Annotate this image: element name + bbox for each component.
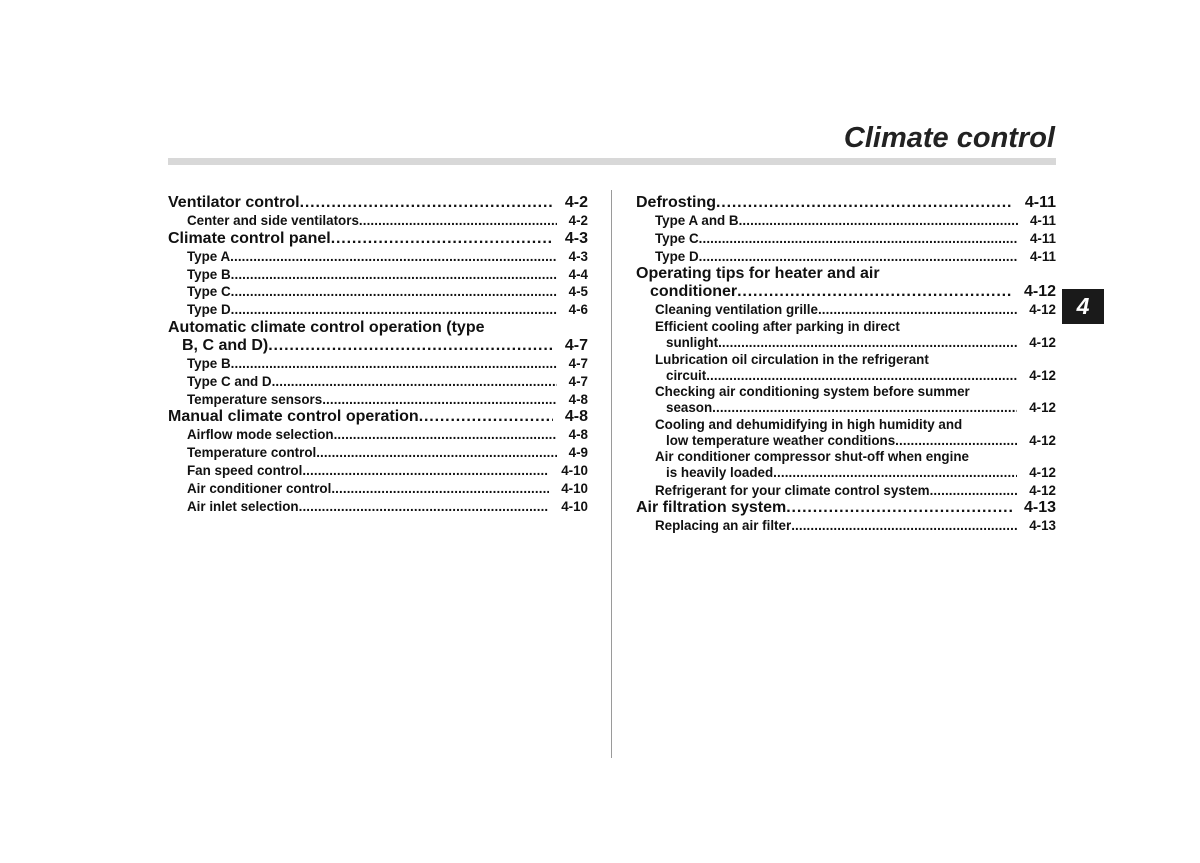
toc-entry-page: 4-12	[1029, 302, 1056, 318]
toc-entry-label-line1: Lubrication oil circulation in the refrigerant	[655, 351, 929, 367]
toc-entry-page: 4-7	[568, 373, 588, 389]
toc-entry-label: Air filtration system	[636, 499, 787, 517]
toc-entry-page: 4-7	[568, 355, 588, 371]
toc-entry-page: 4-12	[1029, 482, 1056, 498]
toc-entry[interactable]	[636, 248, 1056, 266]
toc-entry[interactable]	[636, 517, 1056, 535]
toc-entry-wrapped[interactable]	[636, 352, 1056, 385]
toc-entry[interactable]	[168, 373, 588, 391]
dot-leader	[231, 355, 557, 373]
toc-entry-page: 4-3	[568, 248, 588, 264]
toc-entry-page: 4-2	[564, 194, 588, 211]
toc-entry[interactable]	[168, 230, 588, 248]
dot-leader	[300, 194, 553, 212]
toc-entry-label: low temperature weather conditions	[666, 432, 896, 448]
toc-entry-label: Center and side ventilators	[187, 213, 359, 228]
toc-entry-wrapped[interactable]	[168, 319, 588, 355]
toc-right-column	[636, 194, 1056, 535]
toc-entry-page: 4-3	[564, 229, 588, 247]
dot-leader	[231, 266, 557, 284]
toc-entry-page: 4-9	[568, 445, 588, 461]
toc-entry[interactable]	[636, 400, 1056, 417]
dot-leader	[272, 373, 557, 391]
toc-entry-label: Ventilator control	[168, 194, 300, 211]
toc-entry-page: 4-10	[561, 498, 588, 514]
toc-entry-label: Air inlet selection	[187, 498, 299, 514]
toc-entry-page: 4-8	[564, 408, 588, 426]
dot-leader	[334, 426, 557, 444]
dot-leader	[230, 248, 556, 266]
toc-entry-page: 4-7	[564, 336, 588, 354]
toc-entry-page: 4-6	[568, 302, 588, 318]
toc-entry[interactable]	[636, 465, 1056, 482]
toc-entry-label-line1: Cooling and dehumidifying in high humidity and	[655, 416, 963, 432]
column-divider	[611, 190, 612, 758]
toc-entry[interactable]	[168, 444, 588, 462]
toc-entry-label-line1: Operating tips for heater and air	[636, 265, 880, 283]
toc-entry[interactable]	[168, 266, 588, 284]
toc-entry-label: Cleaning ventilation grille	[655, 302, 818, 318]
toc-entry-wrapped[interactable]	[636, 449, 1056, 482]
dot-leader	[786, 499, 1012, 517]
toc-entry[interactable]	[636, 301, 1056, 319]
toc-entry-label: Temperature control	[187, 445, 317, 461]
dot-leader	[699, 248, 1018, 266]
toc-entry-page: 4-10	[561, 480, 588, 496]
toc-entry[interactable]	[168, 426, 588, 444]
toc-entry[interactable]	[168, 408, 588, 426]
toc-entry[interactable]	[168, 462, 588, 480]
toc-entry-label: Type B	[187, 355, 231, 371]
toc-entry[interactable]	[168, 194, 588, 212]
toc-entry-page: 4-11	[1024, 194, 1056, 211]
toc-entry-label: Replacing an air filter	[655, 518, 792, 534]
dot-leader	[930, 482, 1018, 500]
toc-entry-label-line1: Efficient cooling after parking in direct	[655, 319, 900, 335]
toc-entry[interactable]	[636, 212, 1056, 230]
dot-leader	[299, 498, 550, 516]
toc-entry-page: 4-12	[1029, 335, 1056, 351]
title-rule	[168, 158, 1056, 165]
dot-leader	[322, 391, 556, 409]
toc-entry-label: Manual climate control operation	[168, 408, 419, 426]
toc-entry[interactable]	[636, 230, 1056, 248]
dot-leader	[737, 283, 1012, 301]
toc-entry-label: Type D	[655, 248, 699, 264]
chapter-tab[interactable]: 4	[1062, 289, 1104, 324]
toc-entry[interactable]	[168, 337, 588, 355]
toc-entry-label: Climate control panel	[168, 229, 331, 247]
dot-leader	[773, 465, 1017, 482]
toc-entry-label: sunlight	[666, 335, 719, 351]
toc-entry-page: 4-12	[1029, 400, 1056, 416]
dot-leader	[331, 480, 549, 498]
dot-leader	[712, 400, 1017, 417]
toc-left-column	[168, 194, 588, 515]
toc-entry-page: 4-11	[1029, 248, 1056, 264]
toc-entry-page: 4-12	[1029, 432, 1056, 448]
toc-entry-label: Fan speed control	[187, 462, 303, 478]
dot-leader	[302, 462, 549, 480]
toc-entry[interactable]	[636, 482, 1056, 500]
toc-entry-wrapped[interactable]	[636, 417, 1056, 450]
toc-entry[interactable]	[636, 433, 1056, 450]
toc-entry-label: Air conditioner control	[187, 480, 332, 496]
toc-entry[interactable]	[168, 391, 588, 409]
toc-entry-page: 4-12	[1029, 465, 1056, 481]
toc-entry-page: 4-10	[561, 462, 588, 478]
toc-entry-label: Temperature sensors	[187, 391, 323, 407]
toc-entry-page: 4-12	[1029, 367, 1056, 383]
toc-entry-label: Type B	[187, 266, 231, 282]
dot-leader	[268, 337, 553, 355]
dot-leader	[699, 230, 1018, 248]
toc-entry-page: 4-2	[568, 213, 588, 228]
toc-entry-page: 4-12	[1023, 283, 1056, 301]
toc-entry-label: Type D	[187, 302, 231, 318]
toc-entry[interactable]	[168, 498, 588, 516]
toc-entry-label: Type A	[187, 248, 231, 264]
dot-leader	[791, 517, 1017, 535]
toc-entry[interactable]	[168, 212, 588, 230]
toc-entry-label: Defrosting	[636, 194, 716, 211]
toc-entry[interactable]	[168, 355, 588, 373]
toc-entry-page: 4-13	[1029, 518, 1056, 534]
toc-entry-label: circuit	[666, 367, 707, 383]
dot-leader	[231, 301, 557, 319]
dot-leader	[818, 301, 1017, 319]
toc-entry-label-line1: Checking air conditioning system before summer	[655, 384, 970, 400]
toc-entry-label: Type A and B	[655, 213, 739, 228]
toc-entry-wrapped[interactable]	[636, 384, 1056, 417]
toc-entry-page: 4-4	[568, 266, 588, 282]
dot-leader	[231, 283, 557, 301]
toc-entry-label: season	[666, 400, 713, 416]
toc-entry[interactable]	[168, 480, 588, 498]
dot-leader	[739, 212, 1018, 230]
toc-entry[interactable]	[636, 194, 1056, 212]
toc-entry[interactable]	[168, 283, 588, 301]
toc-entry-page: 4-11	[1029, 213, 1056, 228]
toc-entry-page: 4-11	[1029, 230, 1056, 246]
toc-entry-label: Refrigerant for your climate control system	[655, 482, 930, 498]
dot-leader	[895, 433, 1017, 450]
toc-entry-label: is heavily loaded	[666, 465, 774, 481]
dot-leader	[331, 230, 553, 248]
chapter-title: Climate control	[843, 122, 1055, 154]
toc-entry[interactable]	[636, 499, 1056, 517]
toc-entry-label-line1: Automatic climate control operation (type	[168, 318, 485, 336]
toc-entry[interactable]	[636, 283, 1056, 301]
dot-leader	[716, 194, 1013, 212]
toc-entry-wrapped[interactable]	[636, 319, 1056, 352]
dot-leader	[359, 212, 557, 230]
toc-entry-label: Type C and D	[187, 373, 272, 389]
toc-entry-page: 4-8	[568, 427, 588, 443]
toc-entry-label: B, C and D)	[182, 336, 269, 354]
toc-entry-wrapped[interactable]	[636, 265, 1056, 301]
toc-entry-label: Airflow mode selection	[187, 427, 334, 443]
dot-leader	[718, 335, 1017, 352]
toc-entry[interactable]	[636, 335, 1056, 352]
dot-leader	[316, 444, 556, 462]
toc-entry-page: 4-5	[568, 284, 588, 300]
toc-entry-label: Type C	[187, 284, 231, 300]
toc-entry-label-line1: Air conditioner compressor shut-off when engine	[655, 449, 969, 465]
toc-entry-label: Type C	[655, 230, 699, 246]
dot-leader	[419, 408, 553, 426]
toc-entry[interactable]	[168, 301, 588, 319]
dot-leader	[706, 368, 1017, 385]
toc-entry-page: 4-8	[568, 391, 588, 407]
toc-entry-page: 4-13	[1023, 499, 1056, 517]
toc-entry[interactable]	[636, 368, 1056, 385]
toc-entry-label: conditioner	[650, 283, 738, 301]
toc-entry[interactable]	[168, 248, 588, 266]
